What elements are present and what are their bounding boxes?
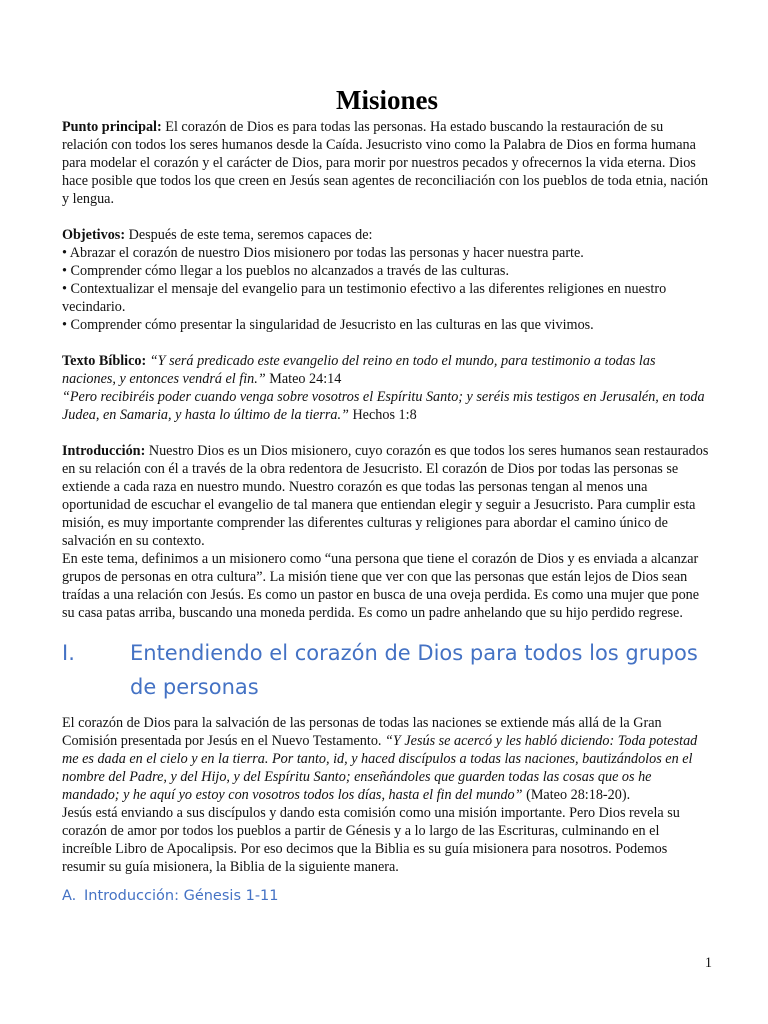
document-page [62, 84, 712, 906]
page-title: Misiones [335, 85, 438, 115]
bible-ref-1: Mateo 24:14 [265, 371, 342, 387]
subsection-number: A. [62, 888, 77, 904]
subsection-heading [62, 886, 712, 906]
section-number: I. [62, 641, 75, 665]
objetivos-label: Objetivos: [62, 227, 126, 243]
texto-biblico-paragraph [62, 352, 712, 388]
introduccion-paragraph [62, 442, 712, 550]
introduccion-text: Nuestro Dios es un Dios misionero, cuyo corazón es que todos los seres humanos sean restaurados en su relación con él a través de la obra redentora de Jesucristo. El corazón de Dios por todas las personas se extiende a cada raza en nuestro mundo. Nuestro corazón es que todas las personas tengan al menos una oportunidad de escuchar el evangelio de tal manera que entiendan elegir y seguir a Jesucristo. Para cumplir esta misión, es muy importante comprender las diferentes culturas y religiones para abordar el camino único de salvación en su contexto. [62, 443, 709, 549]
bible-ref-2: Hechos 1:8 [348, 407, 417, 423]
great-commission-quote: “Y Jesús se acercó y les habló diciendo: Toda potestad me es dada en el cielo y en la tierra. Por tanto, id, y haced discípulos a todas las naciones, bautizándolos en el nombre del Padre, y del Hijo, y del Espíritu Santo; enseñándoles que guarden todas las cosas que os he mandado; y he aquí yo estoy con vosotros todos los días, hasta el fin del mundo” [62, 733, 698, 803]
introduccion-paragraph-2: En este tema, definimos a un misionero como “una persona que tiene el corazón de Dios y es enviada a alcanzar grupos de personas en otra cultura”. La misión tiene que ver con que las personas que están lejos de Dios sean traídas a una relación con Jesús. Es como un pastor en busca de una oveja perdida. Es como una mujer que pone su casa patas arriba, buscando una moneda perdida. Es como un padre anhelando que su hijo perdido regrese. [62, 551, 700, 621]
bible-quote-1: “Y será predicado este evangelio del reino en todo el mundo, para testimonio a todas las naciones, y entonces vendrá el fin.” [62, 353, 656, 387]
punto-principal-paragraph [62, 118, 712, 208]
objetivo-item: • Comprender cómo llegar a los pueblos no alcanzados a través de las culturas. [62, 263, 509, 279]
section-paragraph-1 [62, 714, 712, 804]
great-commission-ref: (Mateo 28:18-20). [522, 787, 631, 803]
introduccion-label: Introducción: [62, 443, 146, 459]
subsection-title: Introducción: Génesis 1-11 [84, 888, 279, 904]
objetivo-item: • Contextualizar el mensaje del evangelio para un testimonio efectivo a las diferentes religiones en nuestro vecindario. [62, 281, 667, 315]
objetivo-item: • Abrazar el corazón de nuestro Dios misionero por todas las personas y hacer nuestra parte. [62, 245, 584, 261]
texto-biblico-paragraph-2 [62, 388, 712, 424]
section-heading [62, 636, 712, 704]
section-title: Entendiendo el corazón de Dios para todos los grupos de personas [130, 641, 698, 699]
texto-biblico-label: Texto Bíblico: [62, 353, 147, 369]
section-paragraph-2: Jesús está enviando a sus discípulos y dando esta comisión como una misión importante. Pero Dios revela su corazón de amor por todos los pueblos a partir de Génesis y a lo largo de las Escrituras, culminando en el increíble Libro de Apocalipsis. Por eso decimos que la Biblia es su guía misionera para nosotros. Podemos resumir su guía misionera, la Biblia de la siguiente manera. [62, 805, 680, 875]
objetivos-intro-text: Después de este tema, seremos capaces de: [125, 227, 373, 243]
punto-principal-label: Punto principal: [62, 119, 162, 135]
page-number: 1 [704, 955, 712, 971]
section-paragraph-1-start: El corazón de Dios para la salvación de las personas de todas las naciones se extiende más allá de la Gran Comisión presentada por Jesús en el Nuevo Testamento. [62, 715, 662, 749]
punto-principal-text: El corazón de Dios es para todas las personas. Ha estado buscando la restauración de su relación con todos los seres humanos desde la Caída. Jesucristo vino como la Palabra de Dios en forma humana para modelar el corazón y el carácter de Dios, para morir por nuestros pecados y ofrecernos la vida eterna. Dios hace posible que todos los que creen en Jesús sean agentes de reconciliación con los pueblos de toda etnia, nación y lengua. [62, 119, 709, 207]
bible-quote-2: “Pero recibiréis poder cuando venga sobre vosotros el Espíritu Santo; y seréis mis testigos en Jerusalén, en toda Judea, en Samaria, y hasta lo último de la tierra.” [62, 389, 705, 423]
objetivo-item: • Comprender cómo presentar la singularidad de Jesucristo en las culturas en las que vivimos. [62, 317, 594, 333]
objetivos-intro [62, 226, 712, 244]
